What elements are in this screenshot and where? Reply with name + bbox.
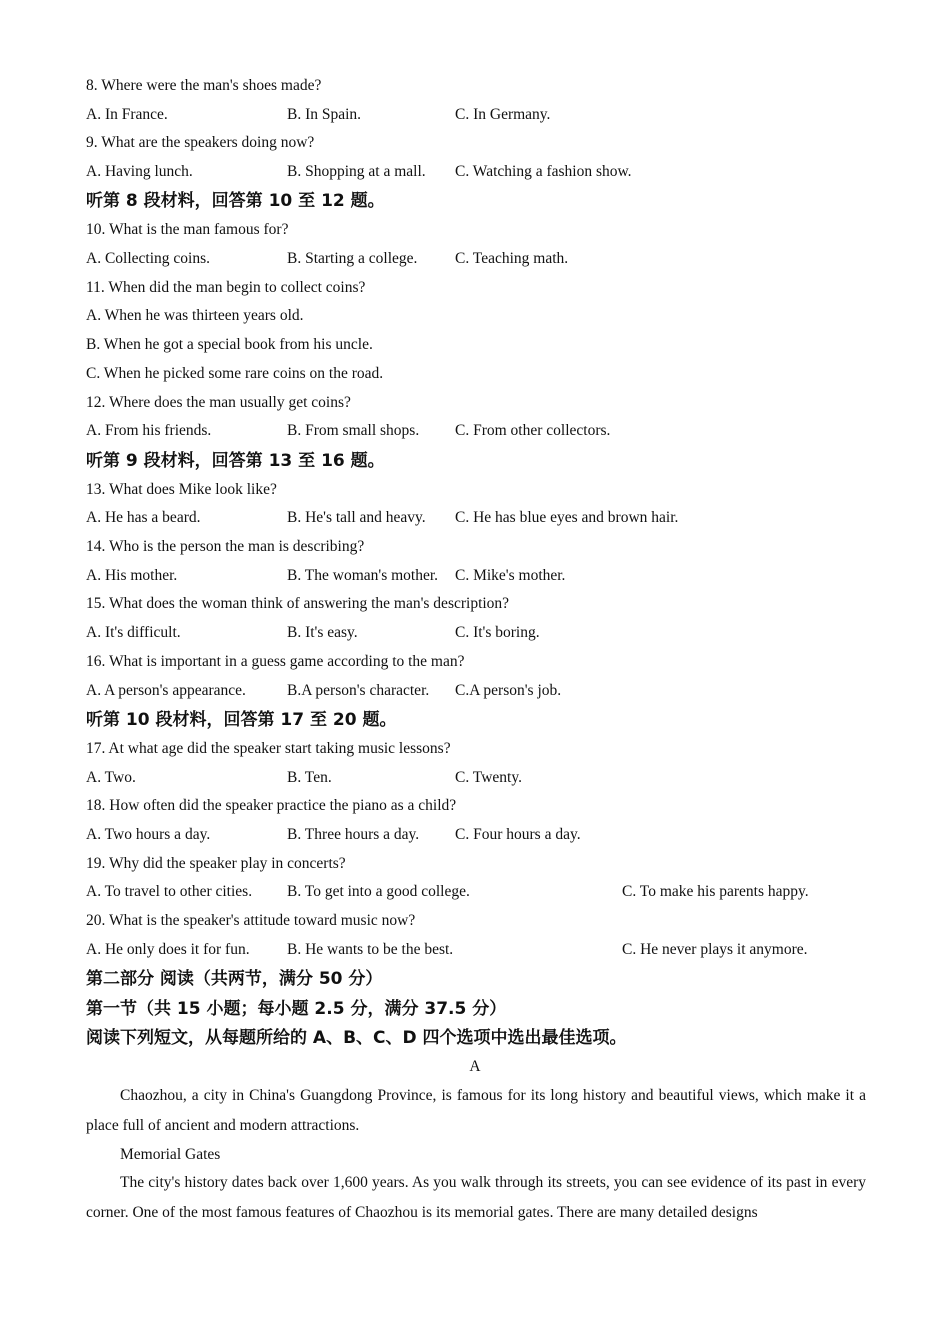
- option-8a: A. In France.: [86, 106, 168, 123]
- option-11a: A. When he was thirteen years old.: [86, 307, 304, 324]
- option-18c: C. Four hours a day.: [455, 826, 581, 843]
- option-16b: B.A person's character.: [287, 682, 430, 699]
- question-11: 11. When did the man begin to collect coins?: [86, 279, 366, 296]
- option-14c: C. Mike's mother.: [455, 567, 566, 584]
- option-12a: A. From his friends.: [86, 422, 212, 439]
- option-9a: A. Having lunch.: [86, 163, 193, 180]
- reading-instruction: 阅读下列短文，从每题所给的 A、B、C、D 四个选项中选出最佳选项。: [86, 1028, 627, 1048]
- question-10: 10. What is the man famous for?: [86, 221, 289, 238]
- option-20a: A. He only does it for fun.: [86, 941, 250, 958]
- option-16a: A. A person's appearance.: [86, 682, 246, 699]
- option-13b: B. He's tall and heavy.: [287, 509, 426, 526]
- option-17a: A. Two.: [86, 769, 136, 786]
- question-19: 19. Why did the speaker play in concerts?: [86, 855, 346, 872]
- part-two-heading: 第二部分 阅读（共两节，满分 50 分）: [86, 969, 383, 989]
- question-18: 18. How often did the speaker practice the piano as a child?: [86, 797, 457, 814]
- option-20b: B. He wants to be the best.: [287, 941, 454, 958]
- question-16: 16. What is important in a guess game according to the man?: [86, 653, 465, 670]
- option-13a: A. He has a beard.: [86, 509, 201, 526]
- section-heading-8: 听第 8 段材料，回答第 10 至 12 题。: [86, 191, 385, 211]
- subsection-title: Memorial Gates: [120, 1146, 221, 1163]
- option-14a: A. His mother.: [86, 567, 178, 584]
- paragraph-intro: Chaozhou, a city in China's Guangdong Province, is famous for its long history and beautiful views, which make it a place full of ancient and modern attractions.: [86, 1087, 866, 1134]
- option-9b: B. Shopping at a mall.: [287, 163, 426, 180]
- option-12c: C. From other collectors.: [455, 422, 611, 439]
- question-13: 13. What does Mike look like?: [86, 481, 277, 498]
- question-9: 9. What are the speakers doing now?: [86, 134, 315, 151]
- option-19b: B. To get into a good college.: [287, 883, 470, 900]
- section-heading-9: 听第 9 段材料，回答第 13 至 16 题。: [86, 451, 385, 471]
- option-13c: C. He has blue eyes and brown hair.: [455, 509, 679, 526]
- option-9c: C. Watching a fashion show.: [455, 163, 632, 180]
- option-15b: B. It's easy.: [287, 624, 358, 641]
- section-one-heading: 第一节（共 15 小题；每小题 2.5 分，满分 37.5 分）: [86, 999, 507, 1019]
- option-17b: B. Ten.: [287, 769, 332, 786]
- option-11c: C. When he picked some rare coins on the road.: [86, 365, 384, 382]
- option-12b: B. From small shops.: [287, 422, 420, 439]
- option-18a: A. Two hours a day.: [86, 826, 211, 843]
- option-16c: C.A person's job.: [455, 682, 562, 699]
- option-19a: A. To travel to other cities.: [86, 883, 253, 900]
- option-15c: C. It's boring.: [455, 624, 540, 641]
- option-8b: B. In Spain.: [287, 106, 362, 123]
- paragraph-history: The city's history dates back over 1,600 years. As you walk through its streets, you can see evidence of its past in every corner. One of the most famous features of Chaozhou is its memorial gates. There are many detailed designs: [86, 1174, 866, 1221]
- option-19c: C. To make his parents happy.: [622, 883, 809, 900]
- question-17: 17. At what age did the speaker start taking music lessons?: [86, 740, 451, 757]
- question-15: 15. What does the woman think of answering the man's description?: [86, 595, 510, 612]
- question-20: 20. What is the speaker's attitude toward music now?: [86, 912, 416, 929]
- option-20c: C. He never plays it anymore.: [622, 941, 808, 958]
- question-14: 14. Who is the person the man is describing?: [86, 538, 365, 555]
- option-11b: B. When he got a special book from his uncle.: [86, 336, 373, 353]
- option-10a: A. Collecting coins.: [86, 250, 210, 267]
- option-14b: B. The woman's mother.: [287, 567, 439, 584]
- passage-label: A: [469, 1058, 481, 1075]
- section-heading-10: 听第 10 段材料，回答第 17 至 20 题。: [86, 710, 397, 730]
- option-15a: A. It's difficult.: [86, 624, 181, 641]
- option-18b: B. Three hours a day.: [287, 826, 420, 843]
- option-17c: C. Twenty.: [455, 769, 522, 786]
- question-12: 12. Where does the man usually get coins?: [86, 394, 351, 411]
- question-8: 8. Where were the man's shoes made?: [86, 77, 322, 94]
- option-8c: C. In Germany.: [455, 106, 551, 123]
- option-10b: B. Starting a college.: [287, 250, 418, 267]
- option-10c: C. Teaching math.: [455, 250, 569, 267]
